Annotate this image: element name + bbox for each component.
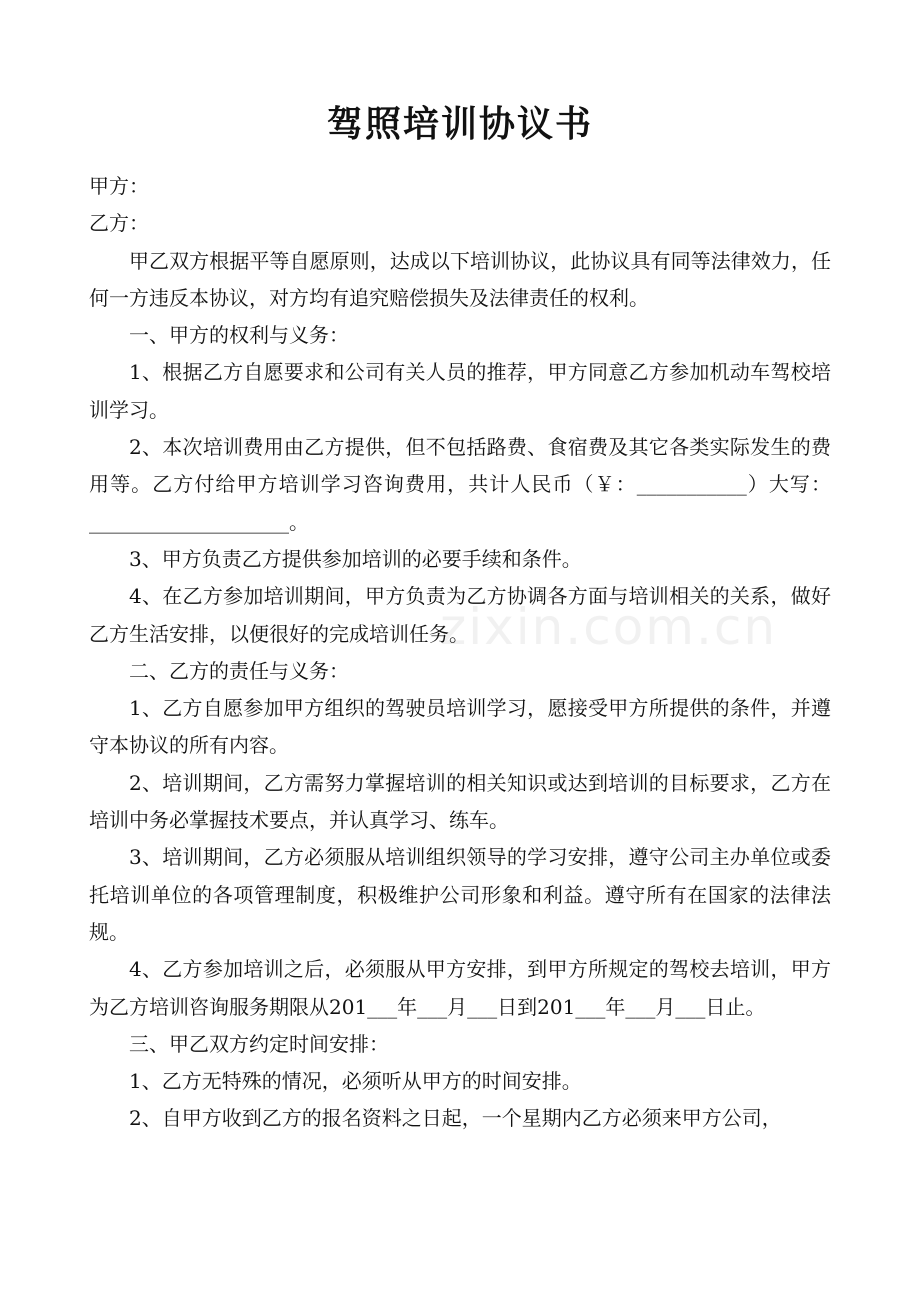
clause-paragraph: 1、乙方无特殊的情况，必须听从甲方的时间安排。 <box>129 1069 582 1094</box>
watermark: zixin.com.cn <box>440 598 778 656</box>
section-heading: 一、甲方的权利与义务： <box>129 323 349 348</box>
section-heading: 三、甲乙双方约定时间安排： <box>129 1031 389 1056</box>
clause-paragraph: 2、自甲方收到乙方的报名资料之日起，一个星期内乙方必须来甲方公司， <box>129 1106 782 1131</box>
clause-paragraph: 3、甲方负责乙方提供参加培训的必要手续和条件。 <box>129 546 582 571</box>
clause-paragraph: 2、本次培训费用由乙方提供，但不包括路费、食宿费及其它各类实际发生的费用等。乙方付给甲方培训学习咨询费用，共计人民币（￥：___________）大写：____________________。 <box>89 435 831 534</box>
document-body <box>89 168 831 1138</box>
clause-paragraph: 1、乙方自愿参加甲方组织的驾驶员培训学习，愿接受甲方所提供的条件，并遵守本协议的所有内容。 <box>89 696 831 758</box>
clause-paragraph: 3、培训期间，乙方必须服从培训组织领导的学习安排，遵守公司主办单位或委托培训单位的各项管理制度，积极维护公司形象和利益。遵守所有在国家的法律法规。 <box>89 845 831 944</box>
clause-paragraph: 4、乙方参加培训之后，必须服从甲方安排，到甲方所规定的驾校去培训，甲方为乙方培训咨询服务期限从201___年___月___日到201___年___月___日止。 <box>89 957 831 1019</box>
preamble-paragraph: 甲乙双方根据平等自愿原则，达成以下培训协议，此协议具有同等法律效力，任何一方违反本协议，对方均有追究赔偿损失及法律责任的权利。 <box>89 248 831 310</box>
party-a-line: 甲方： <box>89 174 149 198</box>
clause-paragraph: 1、根据乙方自愿要求和公司有关人员的推荐，甲方同意乙方参加机动车驾校培训学习。 <box>89 360 831 422</box>
clause-paragraph: 4、在乙方参加培训期间，甲方负责为乙方协调各方面与培训相关的关系，做好乙方生活安排，以便很好的完成培训任务。 <box>89 584 831 646</box>
party-b-line: 乙方： <box>89 211 149 236</box>
section-heading: 二、乙方的责任与义务： <box>129 658 349 683</box>
document-title: 驾照培训协议书 <box>326 103 593 145</box>
clause-paragraph: 2、培训期间，乙方需努力掌握培训的相关知识或达到培训的目标要求，乙方在培训中务必掌握技术要点，并认真学习、练车。 <box>89 770 831 833</box>
